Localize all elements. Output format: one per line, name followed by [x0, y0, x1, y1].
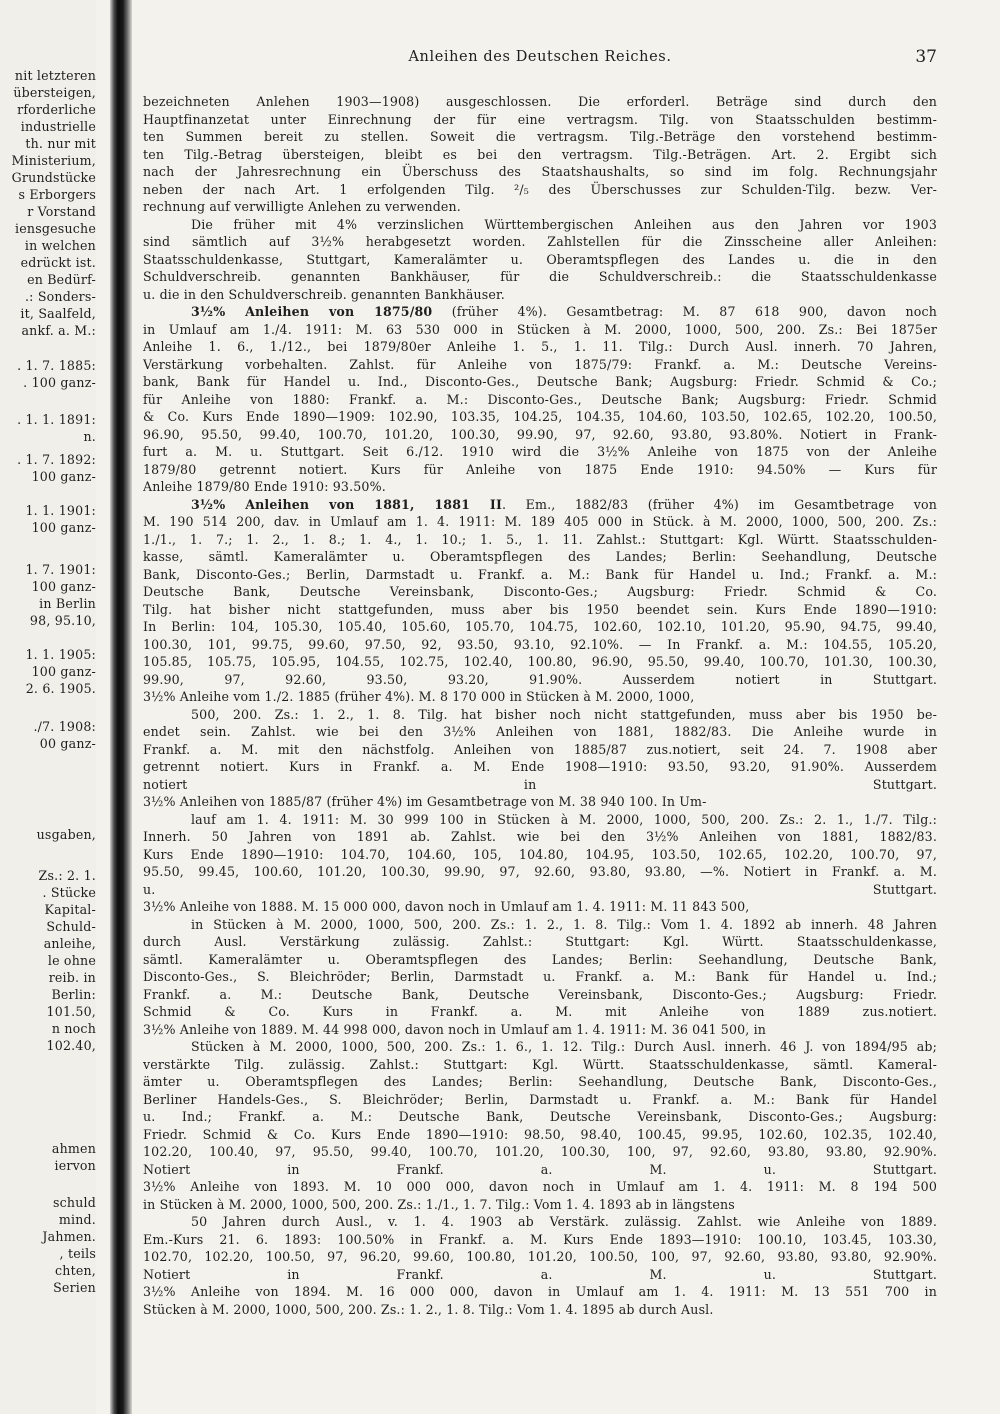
left-fragment-line: anleihe, — [43, 936, 96, 951]
text-line: Frankf. a. M. mit den nächstfolg. Anleihen von 1885/87 zus.notiert, seit 24. 7. 1908 aber — [143, 741, 937, 757]
text-line: Notiert in Frankf. a. M. u. Stuttgart. — [143, 1266, 937, 1282]
text-line: endet sein. Zahlst. wie bei den 3½% Anleihen von 1881, 1882/83. Die Anleihe wurde in — [143, 724, 937, 739]
text-line: 3½% Anleihe von 1888. M. 15 000 000, davon noch in Umlauf am 1. 4. 1911: M. 11 843 500, — [143, 899, 750, 914]
left-fragment-line: . 1. 7. 1885: — [17, 358, 96, 373]
text-line: Hauptfinanzetat unter Einrechnung der für eine vertragsm. Tilg. von Staatsschulden bestimm- — [143, 111, 937, 127]
text-line: Berliner Handels-Ges., S. Bleichröder; Berlin, Darmstadt u. Frankf. a. M.: Bank für Handel — [143, 1091, 937, 1107]
left-fragment-line: 100 ganz- — [31, 664, 96, 679]
text-line: In Berlin: 104, 105.30, 105.40, 105.60, 105.70, 104.75, 102.60, 102.10, 101.20, 95.90, 94.75, 99.40, — [143, 619, 937, 634]
text-line: u. die in den Schuldverschreib. genannten Bankhäuser. — [143, 286, 505, 302]
text-line: neben der nach Art. 1 erfolgenden Tilg. ²/₅ des Überschusses zur Schulden-Tilg. bezw. Ver- — [143, 181, 937, 197]
left-fragment-line: Serien — [53, 1280, 96, 1295]
text-line: Friedr. Schmid & Co. Kurs Ende 1890—1910: 98.50, 98.40, 100.45, 99.95, 102.60, 102.35, 102.40, — [143, 1126, 937, 1142]
left-fragment-line: 100 ganz- — [31, 520, 96, 535]
text-line: 102.70, 102.20, 100.50, 97, 96.20, 99.60, 100.80, 101.20, 100.50, 100, 97, 92.60, 93.80, 93.80, 92.90%. — [143, 1249, 937, 1264]
left-fragment-line: iervon — [54, 1158, 96, 1173]
text-line: ten Tilg.-Betrag übersteigen, bleibt es bei den vertragsm. Tilg.-Beträgen. Art. 2. Ergibt sich — [143, 146, 937, 162]
text-line: & Co. Kurs Ende 1890—1909: 102.90, 103.35, 104.25, 104.35, 104.60, 103.50, 102.65, 102.20, 100.50, — [143, 409, 937, 424]
left-fragment-line: in welchen — [24, 238, 96, 253]
text-line: u. Ind.; Frankf. a. M.: Deutsche Bank, Deutsche Vereinsbank, Disconto-Ges.; Augsburg: — [143, 1109, 937, 1124]
text-line: in Stücken à M. 2000, 1000, 500, 200. Zs.: 1. 2., 1. 8. Tilg.: Vom 1. 4. 1892 ab innerh. 48 Jahren — [191, 916, 937, 932]
left-fragment-line: reib. in — [48, 970, 96, 985]
text-line: bezeichneten Anlehen 1903—1908) ausgeschlossen. Die erforderl. Beträge sind durch den — [143, 94, 937, 109]
text-line: getrennt notiert. Kurs in Frankf. a. M. Ende 1908—1910: 93.50, 93.20, 91.90%. Ausserdem — [143, 759, 937, 774]
text-line: 3½% Anleihe von 1893. M. 10 000 000, davon noch in Umlauf am 1. 4. 1911: M. 8 194 500 — [143, 1179, 937, 1194]
text-line: 3½% Anleihe vom 1./2. 1885 (früher 4%). M. 8 170 000 in Stücken à M. 2000, 1000, — [143, 689, 695, 704]
text-line: 96.90, 95.50, 99.40, 100.70, 101.20, 100.30, 99.90, 97, 92.60, 93.80, 93.80%. Notiert in Frank- — [143, 426, 937, 442]
text-line: Frankf. a. M.: Deutsche Bank, Deutsche Vereinsbank, Disconto-Ges.; Augsburg: Friedr. — [143, 986, 937, 1002]
text-line: Tilg. hat bisher nicht stattgefunden, muss aber bis 1950 beendet sein. Kurs Ende 1890—1910: — [143, 601, 937, 617]
left-fragment-line: Berlin: — [51, 987, 96, 1002]
left-fragment-line: in Berlin — [39, 596, 96, 611]
main-text-column — [143, 93, 937, 1318]
left-fragment-line: usgaben, — [36, 827, 96, 842]
text-line: nach der Jahresrechnung ein Überschuss des Staatshaushalts, so sind im folg. Rechnungsjahr — [143, 164, 937, 179]
text-line: ämter u. Oberamtspflegen des Landes; Berlin: Seehandlung, Deutsche Bank, Disconto-Ges., — [143, 1074, 937, 1089]
left-fragment-line: en Bedürf- — [27, 272, 96, 287]
left-fragment-line: 101.50, — [46, 1004, 96, 1019]
left-fragment-line: 102.40, — [46, 1038, 96, 1053]
text-line: in Stücken à M. 2000, 1000, 500, 200. Zs.: 1./1., 1. 7. Tilg.: Vom 1. 4. 1893 ab in längstens — [143, 1196, 735, 1212]
text-line: Kurs Ende 1890—1910: 104.70, 104.60, 105, 104.80, 104.95, 103.50, 102.65, 102.20, 100.70, 97, — [143, 846, 937, 862]
text-line: 3½% Anleihe von 1894. M. 16 000 000, davon in Umlauf am 1. 4. 1911: M. 13 551 700 in — [143, 1284, 937, 1299]
left-fragment-line: schuld — [52, 1195, 96, 1210]
text-line: Disconto-Ges., S. Bleichröder; Berlin, Darmstadt u. Frankf. a. M.: Bank für Handel u. Ind.; — [143, 969, 937, 984]
left-fragment-line: n. — [83, 429, 96, 444]
left-fragment-line: mind. — [58, 1212, 96, 1227]
left-fragment-line: 1. 1. 1905: — [25, 647, 96, 662]
left-fragment-line: .: Sonders- — [24, 289, 96, 304]
left-fragment-line: . 1. 7. 1892: — [17, 452, 96, 467]
left-fragment-line: rforderliche — [17, 102, 96, 117]
left-fragment-line: ankf. a. M.: — [21, 323, 96, 338]
left-fragment-line: 98, 95.10, — [29, 613, 96, 628]
left-fragment-line: 100 ganz- — [31, 579, 96, 594]
text-line: 3½% Anleihen von 1885/87 (früher 4%) im Gesamtbetrage von M. 38 940 100. In Um- — [143, 794, 707, 809]
page-header — [143, 49, 937, 73]
text-line: furt a. M. u. Stuttgart. Seit 6./12. 1910 wird die 3½% Anleihe von 1875 von der Anleihe — [143, 444, 937, 459]
text-line: 99.90, 97, 92.60, 93.50, 93.20, 91.90%. Ausserdem notiert in Stuttgart. — [143, 671, 937, 687]
left-fragment-line: . 100 ganz- — [23, 375, 96, 390]
text-line: 1879/80 getrennt notiert. Kurs für Anleihe von 1875 Ende 1910: 94.50% — Kurs für — [143, 461, 937, 477]
text-line: 1./1., 1. 7.; 1. 2., 1. 8.; 1. 4., 1. 10.; 1. 5., 1. 11. Zahlst.: Stuttgart: Kgl. Württ. Staatsschulden- — [143, 531, 937, 547]
left-fragment-line: . 1. 1. 1891: — [17, 412, 96, 427]
text-line: Verstärkung vorbehalten. Zahlst. für Anleihe von 1875/79: Frankf. a. M.: Deutsche Vereins- — [143, 356, 937, 372]
left-fragment-line: 1. 7. 1901: — [25, 562, 96, 577]
text-line: 3½% Anleihen von 1881, 1881 II. Em., 1882/83 (früher 4%) im Gesamtbetrage von — [191, 496, 937, 512]
left-fragment-line: . Stücke — [42, 885, 96, 900]
text-line: 50 Jahren durch Ausl., v. 1. 4. 1903 ab Verstärk. zulässig. Zahlst. wie Anleihe von 1889. — [191, 1214, 937, 1229]
text-line: 3½% Anleihen von 1875/80 (früher 4%). Gesamtbetrag: M. 87 618 900, davon noch — [191, 304, 937, 319]
text-line: ten Summen bereit zu stellen. Soweit die vertragsm. Tilg.-Beträge den vorstehend bestimm- — [143, 129, 937, 144]
left-fragment-line: nit letzteren — [14, 68, 96, 83]
left-fragment-line: r Vorstand — [27, 204, 96, 219]
left-fragment-line: 2. 6. 1905. — [25, 681, 96, 696]
left-fragment-line: le ohne — [47, 953, 96, 968]
text-line: Anleihe 1879/80 Ende 1910: 93.50%. — [143, 479, 386, 494]
left-fragment-line: iensgesuche — [15, 221, 96, 236]
left-fragment-line: industrielle — [20, 119, 96, 134]
text-line: durch Ausl. Verstärkung zulässig. Zahlst.: Stuttgart: Kgl. Württ. Staatsschuldenkasse, — [143, 934, 937, 949]
left-fragment-line: it, Saalfeld, — [20, 306, 96, 321]
left-fragment-line: Jahmen. — [42, 1229, 96, 1244]
left-fragment-line: s Erborgers — [18, 187, 96, 202]
left-fragment-line: , teils — [59, 1246, 96, 1261]
left-fragment-line: chten, — [55, 1263, 96, 1278]
left-fragment-line: n noch — [51, 1021, 96, 1036]
text-line: für Anleihe von 1880: Frankf. a. M.: Disconto-Ges., Deutsche Bank; Augsburg: Friedr. Schmid — [143, 391, 937, 407]
text-line: notiert in Stuttgart. — [143, 776, 937, 792]
text-line: u. Stuttgart. — [143, 881, 937, 897]
book-gutter — [110, 0, 132, 1414]
left-fragment-line: th. nur mit — [25, 136, 96, 151]
text-line: Stücken à M. 2000, 1000, 500, 200. Zs.: 1. 6., 1. 12. Tilg.: Durch Ausl. innerh. 46 J. von 1894/95 ab; — [191, 1039, 937, 1054]
text-line: Em.-Kurs 21. 6. 1893: 100.50% in Frankf. a. M. Kurs Ende 1893—1910: 100.10, 103.45, 103.30, — [143, 1231, 937, 1247]
text-line: Schmid & Co. Kurs in Frankf. a. M. mit Anleihe von 1889 zus.notiert. — [143, 1004, 937, 1019]
left-fragment-line: 1. 1. 1901: — [25, 503, 96, 518]
text-line: 102.20, 100.40, 97, 95.50, 99.40, 100.70, 101.20, 100.30, 100, 97, 92.60, 93.80, 93.80, 92.90%. — [143, 1144, 937, 1159]
text-line: Staatsschuldenkasse, Stuttgart, Kameralämter u. Oberamtspflegen des Landes u. die in den — [143, 251, 937, 267]
text-line: Deutsche Bank, Deutsche Vereinsbank, Disconto-Ges.; Augsburg: Friedr. Schmid & Co. — [143, 584, 937, 599]
left-fragment-line: ahmen — [51, 1141, 96, 1156]
left-fragment-line: Zs.: 2. 1. — [38, 868, 96, 883]
running-title: Anleihen des Deutschen Reiches. — [408, 49, 672, 65]
text-line: Bank, Disconto-Ges.; Berlin, Darmstadt u. Frankf. a. M.: Bank für Handel u. Ind.; Frankf. a. M.: — [143, 566, 937, 582]
page-number: 37 — [915, 47, 937, 67]
left-fragment-line: Schuld- — [46, 919, 96, 934]
text-line: Notiert in Frankf. a. M. u. Stuttgart. — [143, 1161, 937, 1177]
text-line: Stücken à M. 2000, 1000, 500, 200. Zs.: 1. 2., 1. 8. Tilg.: Vom 1. 4. 1895 ab durch Ausl. — [143, 1301, 714, 1317]
text-line: Anleihe 1. 6., 1./12., bei 1879/80er Anleihe 1. 5., 1. 11. Tilg.: Durch Ausl. innerh. 70 Jahren, — [143, 339, 937, 354]
text-line: 500, 200. Zs.: 1. 2., 1. 8. Tilg. hat bisher noch nicht stattgefunden, muss aber bis 1950 be- — [191, 706, 937, 722]
text-line: Schuldverschreib. genannten Bankhäuser, für die Schuldverschreib.: die Staatsschuldenkasse — [143, 269, 937, 284]
text-line: 3½% Anleihe von 1889. M. 44 998 000, davon noch in Umlauf am 1. 4. 1911: M. 36 041 500, in — [143, 1021, 767, 1037]
left-fragment-line: übersteigen, — [13, 85, 96, 100]
left-fragment-line: Grundstücke — [11, 170, 96, 185]
text-line: Innerh. 50 Jahren von 1891 ab. Zahlst. wie bei den 3½% Anleihen von 1881, 1882/83. — [143, 829, 937, 844]
text-line: 95.50, 99.45, 100.60, 101.20, 100.30, 99.90, 97, 92.60, 93.80, 93.80, —%. Notiert in Frankf. a. M. — [143, 864, 937, 879]
text-line: rechnung auf verwilligte Anlehen zu verwenden. — [143, 199, 461, 214]
left-fragment-line: ./7. 1908: — [33, 719, 96, 734]
text-line: in Umlauf am 1./4. 1911: M. 63 530 000 in Stücken à M. 2000, 1000, 500, 200. Zs.: Bei 1875er — [143, 321, 937, 337]
text-line: bank, Bank für Handel u. Ind., Disconto-Ges., Deutsche Bank; Augsburg: Friedr. Schmid & Co.; — [143, 374, 937, 389]
text-line: M. 190 514 200, dav. in Umlauf am 1. 4. 1911: M. 189 405 000 in Stück. à M. 2000, 1000, 500, 200. Zs.: — [143, 514, 937, 529]
left-fragment-line: 100 ganz- — [31, 469, 96, 484]
text-line: verstärkte Tilg. zulässig. Zahlst.: Stuttgart: Kgl. Württ. Staatsschuldenkasse, sämtl. Kameral- — [143, 1056, 937, 1072]
text-line: kasse, sämtl. Kameralämter u. Oberamtspflegen des Landes; Berlin: Seehandlung, Deutsche — [143, 549, 937, 564]
left-fragment-line: Ministerium, — [11, 153, 96, 168]
left-fragment-line: edrückt ist. — [20, 255, 96, 270]
text-line: lauf am 1. 4. 1911: M. 30 999 100 in Stücken à M. 2000, 1000, 500, 200. Zs.: 2. 1., 1./7. Tilg.: — [191, 811, 937, 827]
text-line: Die früher mit 4% verzinslichen Württembergischen Anleihen aus den Jahren vor 1903 — [191, 216, 937, 232]
text-line: sind sämtlich auf 3½% herabgesetzt worden. Zahlstellen für die Zinsscheine aller Anleihen: — [143, 234, 937, 249]
left-page-strip — [0, 0, 96, 1414]
text-line: 105.85, 105.75, 105.95, 104.55, 102.75, 102.40, 100.80, 96.90, 95.50, 99.40, 100.70, 101.30, 100.30, — [143, 654, 937, 669]
text-line: sämtl. Kameralämter u. Oberamtspflegen des Landes; Berlin: Seehandlung, Deutsche Bank, — [143, 951, 937, 967]
left-fragment-line: 00 ganz- — [39, 736, 96, 751]
text-line: 100.30, 101, 99.75, 99.60, 97.50, 92, 93.50, 93.10, 92.10%. — In Frankf. a. M.: 104.55, 105.20, — [143, 636, 937, 652]
left-fragment-line: Kapital- — [44, 902, 96, 917]
